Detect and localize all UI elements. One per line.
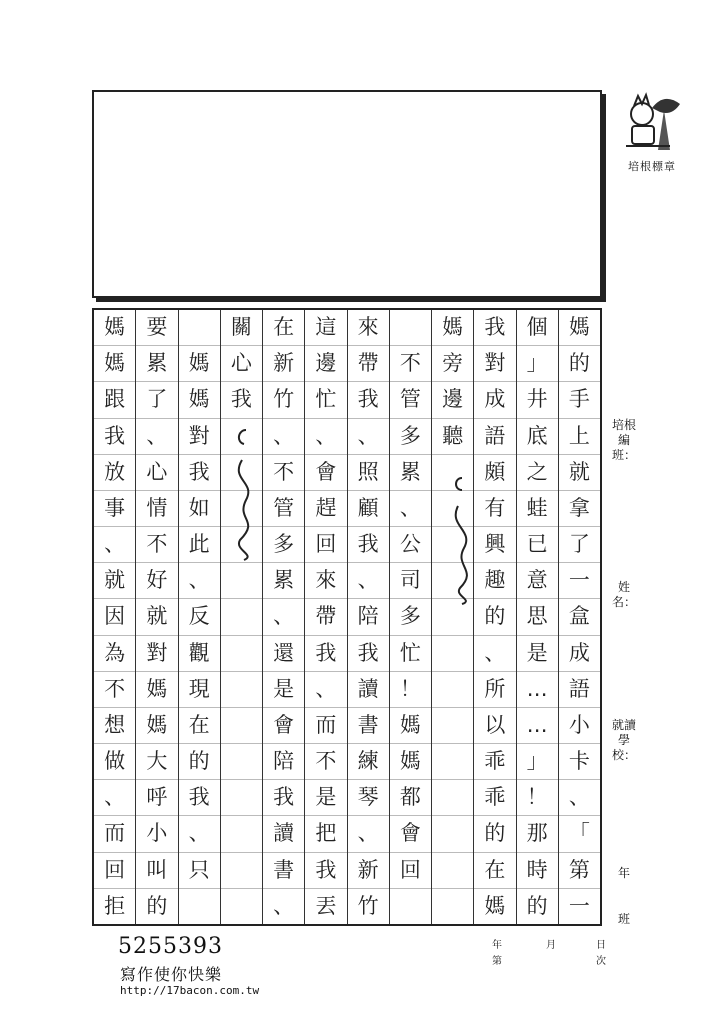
essay-cell: 邊: [305, 345, 346, 381]
essay-cell: [432, 598, 473, 634]
essay-column: [516, 310, 558, 924]
essay-column: [135, 310, 177, 924]
essay-cell: 有: [474, 490, 515, 526]
essay-cell: 、: [305, 418, 346, 454]
essay-cell: 我: [348, 635, 389, 671]
essay-cell: [432, 852, 473, 888]
essay-cell: 媽: [94, 345, 135, 381]
essay-cell: 在: [474, 852, 515, 888]
date-month-label: 月: [546, 940, 556, 951]
essay-cell: 的: [559, 345, 600, 381]
essay-cell: 個: [526, 315, 548, 340]
essay-cell: 、: [305, 671, 346, 707]
essay-cell: 之: [517, 454, 558, 490]
essay-cell: 在: [273, 315, 295, 340]
essay-cell: 、: [263, 888, 304, 924]
essay-column: [473, 310, 515, 924]
essay-cell: 我: [179, 779, 220, 815]
essay-grid: [92, 308, 602, 926]
essay-cell: 不: [305, 743, 346, 779]
essay-cell: 已: [517, 526, 558, 562]
essay-cell: 累: [136, 345, 177, 381]
label-school: 就讀學校：: [612, 718, 637, 762]
essay-cell: 」: [517, 743, 558, 779]
essay-cell: 帶: [348, 345, 389, 381]
essay-cell: 「: [559, 815, 600, 851]
essay-cell: 趕: [305, 490, 346, 526]
essay-cell: 、: [179, 815, 220, 851]
essay-cell: 心: [221, 345, 262, 381]
essay-cell: 來: [305, 562, 346, 598]
essay-cell: 了: [136, 381, 177, 417]
essay-cell: 那: [517, 815, 558, 851]
essay-cell: 的: [474, 815, 515, 851]
essay-cell: [221, 454, 262, 490]
essay-cell: 觀: [179, 635, 220, 671]
essay-cell: [221, 635, 262, 671]
essay-cell: 語: [474, 418, 515, 454]
date-times-label: 次: [596, 956, 606, 967]
essay-cell: 、: [263, 598, 304, 634]
essay-cell: [432, 490, 473, 526]
essay-cell: ！: [517, 779, 558, 815]
essay-cell: 不: [390, 345, 431, 381]
label-name: 姓名：: [612, 580, 637, 609]
essay-cell: 讀: [348, 671, 389, 707]
essay-cell: 多: [263, 526, 304, 562]
essay-cell: [221, 598, 262, 634]
logo-caption: 培根標章: [628, 160, 676, 173]
essay-cell: 回: [390, 852, 431, 888]
essay-cell: 關: [230, 315, 252, 340]
date-year-label: 年: [492, 940, 502, 951]
essay-cell: 邊: [432, 381, 473, 417]
essay-cell: 不: [94, 671, 135, 707]
essay-cell: 新: [263, 345, 304, 381]
footer-url[interactable]: http://17bacon.com.tw: [120, 984, 260, 997]
essay-cell: 是: [263, 671, 304, 707]
essay-cell: 竹: [263, 381, 304, 417]
essay-cell: 顧: [348, 490, 389, 526]
essay-cell: 我: [305, 852, 346, 888]
footer-slogan: 寫作使你快樂: [120, 965, 223, 984]
essay-cell: 我: [348, 526, 389, 562]
essay-cell: 書: [348, 707, 389, 743]
essay-cell: [221, 490, 262, 526]
essay-cell: 趣: [474, 562, 515, 598]
essay-cell: 聽: [432, 418, 473, 454]
essay-cell: [179, 888, 220, 924]
essay-cell: [432, 888, 473, 924]
essay-cell: 蛙: [517, 490, 558, 526]
essay-cell: 就: [136, 598, 177, 634]
essay-cell: [221, 852, 262, 888]
essay-cell: 了: [559, 526, 600, 562]
essay-cell: [221, 562, 262, 598]
essay-column: [304, 310, 346, 924]
label-grade-year: 年: [617, 866, 630, 880]
essay-column: [558, 310, 600, 924]
essay-cell: 」: [517, 345, 558, 381]
essay-cell: 放: [94, 454, 135, 490]
essay-cell: 底: [517, 418, 558, 454]
essay-cell: 興: [474, 526, 515, 562]
essay-cell: 丟: [305, 888, 346, 924]
essay-cell: 我: [94, 418, 135, 454]
essay-cell: [221, 707, 262, 743]
essay-cell: [432, 635, 473, 671]
essay-cell: 上: [559, 418, 600, 454]
essay-cell: 拒: [94, 888, 135, 924]
essay-cell: 媽: [104, 315, 126, 340]
essay-cell: 媽: [390, 707, 431, 743]
essay-cell: 不: [263, 454, 304, 490]
essay-cell: 這: [315, 315, 337, 340]
essay-cell: 成: [559, 635, 600, 671]
essay-cell: 旁: [432, 345, 473, 381]
essay-cell: 多: [390, 598, 431, 634]
essay-cell: 、: [94, 526, 135, 562]
essay-cell: 情: [136, 490, 177, 526]
essay-cell: 練: [348, 743, 389, 779]
essay-cell: [390, 888, 431, 924]
essay-cell: 讀: [263, 815, 304, 851]
essay-cell: 的: [179, 743, 220, 779]
essay-cell: 就: [559, 454, 600, 490]
essay-column: [389, 310, 431, 924]
essay-cell: 語: [559, 671, 600, 707]
essay-cell: 累: [390, 454, 431, 490]
essay-cell: [221, 526, 262, 562]
essay-cell: [221, 743, 262, 779]
essay-cell: 會: [305, 454, 346, 490]
essay-cell: 把: [305, 815, 346, 851]
essay-cell: [432, 526, 473, 562]
essay-cell: …: [517, 707, 558, 743]
essay-cell: [390, 310, 431, 345]
essay-column: [431, 310, 473, 924]
essay-cell: 成: [474, 381, 515, 417]
essay-cell: 回: [305, 526, 346, 562]
essay-cell: 媽: [442, 315, 464, 340]
essay-cell: 陪: [263, 743, 304, 779]
essay-cell: 琴: [348, 779, 389, 815]
date-ordinal-label: 第: [492, 956, 502, 967]
essay-cell: [221, 779, 262, 815]
essay-column: [347, 310, 389, 924]
essay-cell: 乖: [474, 779, 515, 815]
essay-column: [220, 310, 262, 924]
essay-cell: 忙: [390, 635, 431, 671]
essay-column: [94, 310, 135, 924]
teacher-comment-box: [92, 90, 602, 298]
essay-cell: [179, 310, 220, 345]
essay-cell: 、: [263, 418, 304, 454]
essay-cell: 對: [179, 418, 220, 454]
essay-cell: 照: [348, 454, 389, 490]
essay-cell: 帶: [305, 598, 346, 634]
essay-column: [262, 310, 304, 924]
essay-cell: 公: [390, 526, 431, 562]
essay-cell: 跟: [94, 381, 135, 417]
essay-cell: 我: [305, 635, 346, 671]
essay-cell: 還: [263, 635, 304, 671]
essay-cell: [221, 671, 262, 707]
essay-cell: 思: [517, 598, 558, 634]
essay-cell: 井: [517, 381, 558, 417]
essay-cell: 陪: [348, 598, 389, 634]
essay-cell: 書: [263, 852, 304, 888]
essay-cell: 是: [517, 635, 558, 671]
essay-cell: 是: [305, 779, 346, 815]
essay-cell: 此: [179, 526, 220, 562]
essay-cell: 、: [348, 562, 389, 598]
essay-cell: 、: [559, 779, 600, 815]
essay-cell: 會: [390, 815, 431, 851]
essay-cell: 我: [179, 454, 220, 490]
essay-cell: [432, 562, 473, 598]
essay-cell: 所: [474, 671, 515, 707]
essay-cell: 司: [390, 562, 431, 598]
essay-cell: 不: [136, 526, 177, 562]
essay-cell: 我: [221, 381, 262, 417]
essay-cell: 現: [179, 671, 220, 707]
essay-cell: 媽: [136, 707, 177, 743]
essay-cell: 媽: [568, 315, 590, 340]
date-day-label: 日: [596, 940, 606, 951]
essay-cell: 以: [474, 707, 515, 743]
essay-cell: 竹: [348, 888, 389, 924]
essay-cell: 因: [94, 598, 135, 634]
label-class: 培根編班：: [612, 418, 637, 462]
essay-cell: 累: [263, 562, 304, 598]
essay-cell: 只: [179, 852, 220, 888]
essay-cell: 媽: [474, 888, 515, 924]
footer-code: 5255393: [118, 934, 223, 959]
essay-cell: 小: [559, 707, 600, 743]
essay-cell: 事: [94, 490, 135, 526]
essay-cell: 為: [94, 635, 135, 671]
essay-cell: 的: [517, 888, 558, 924]
essay-cell: 第: [559, 852, 600, 888]
essay-cell: [221, 888, 262, 924]
essay-cell: 的: [136, 888, 177, 924]
essay-cell: [432, 779, 473, 815]
essay-cell: 一: [559, 562, 600, 598]
essay-cell: ！: [390, 671, 431, 707]
essay-cell: 而: [305, 707, 346, 743]
essay-cell: 我: [348, 381, 389, 417]
essay-cell: 我: [263, 779, 304, 815]
essay-cell: 在: [179, 707, 220, 743]
essay-cell: [432, 707, 473, 743]
essay-cell: [221, 418, 262, 454]
essay-cell: 、: [348, 815, 389, 851]
essay-cell: 叫: [136, 852, 177, 888]
essay-cell: 忙: [305, 381, 346, 417]
essay-column: [178, 310, 220, 924]
essay-cell: [432, 743, 473, 779]
essay-cell: 的: [474, 598, 515, 634]
essay-cell: 、: [474, 635, 515, 671]
essay-cell: 、: [179, 562, 220, 598]
essay-cell: 管: [263, 490, 304, 526]
essay-cell: 媽: [390, 743, 431, 779]
essay-cell: 新: [348, 852, 389, 888]
essay-cell: [432, 671, 473, 707]
essay-cell: 卡: [559, 743, 600, 779]
essay-cell: 一: [559, 888, 600, 924]
essay-cell: 管: [390, 381, 431, 417]
essay-cell: 媽: [136, 671, 177, 707]
essay-cell: …: [517, 671, 558, 707]
essay-cell: [432, 815, 473, 851]
essay-cell: 心: [136, 454, 177, 490]
essay-cell: 呼: [136, 779, 177, 815]
essay-cell: 、: [348, 418, 389, 454]
essay-cell: [221, 815, 262, 851]
essay-cell: 都: [390, 779, 431, 815]
label-grade-class: 班: [617, 912, 630, 926]
essay-cell: 、: [136, 418, 177, 454]
essay-cell: 、: [94, 779, 135, 815]
essay-cell: 想: [94, 707, 135, 743]
essay-cell: 多: [390, 418, 431, 454]
essay-cell: 小: [136, 815, 177, 851]
essay-cell: 媽: [179, 381, 220, 417]
essay-cell: 會: [263, 707, 304, 743]
essay-cell: 做: [94, 743, 135, 779]
essay-cell: 回: [94, 852, 135, 888]
essay-cell: 要: [146, 315, 168, 340]
essay-cell: 對: [136, 635, 177, 671]
essay-cell: 頗: [474, 454, 515, 490]
essay-cell: 反: [179, 598, 220, 634]
essay-cell: 好: [136, 562, 177, 598]
essay-cell: 就: [94, 562, 135, 598]
essay-cell: 手: [559, 381, 600, 417]
essay-cell: 意: [517, 562, 558, 598]
essay-cell: 來: [357, 315, 379, 340]
essay-cell: [432, 454, 473, 490]
essay-cell: 對: [474, 345, 515, 381]
essay-cell: 時: [517, 852, 558, 888]
essay-cell: 、: [390, 490, 431, 526]
essay-cell: 而: [94, 815, 135, 851]
essay-cell: 盒: [559, 598, 600, 634]
essay-cell: 如: [179, 490, 220, 526]
essay-cell: 媽: [179, 345, 220, 381]
essay-cell: 拿: [559, 490, 600, 526]
essay-cell: 大: [136, 743, 177, 779]
essay-cell: 我: [484, 315, 506, 340]
essay-cell: 乖: [474, 743, 515, 779]
